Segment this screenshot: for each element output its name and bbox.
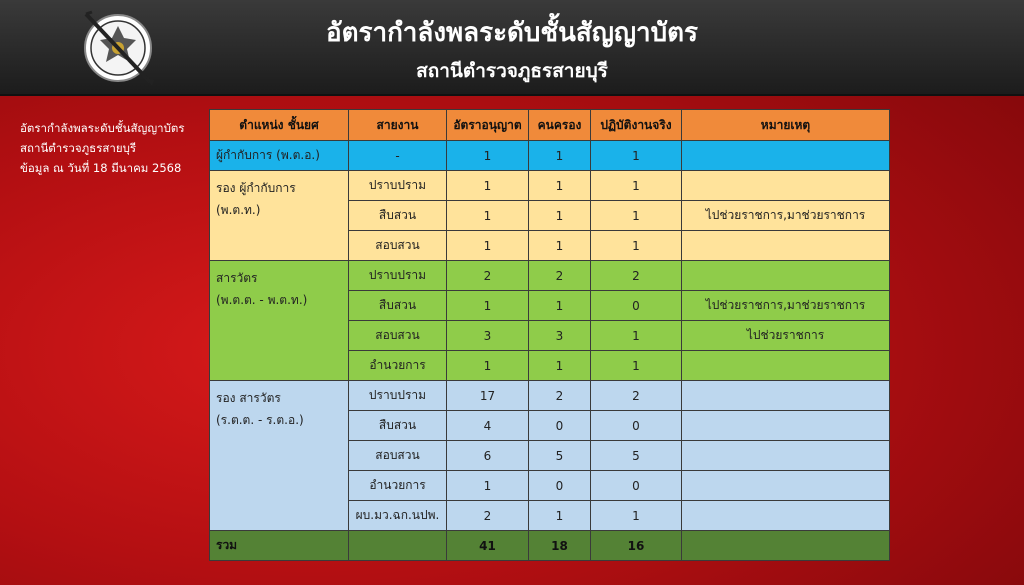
allowed-cell: 1 (447, 171, 529, 201)
line-cell: สอบสวน (349, 321, 447, 351)
held-cell: 0 (529, 471, 591, 501)
total-note-cell (682, 531, 890, 561)
line-cell: ปราบปราม (349, 171, 447, 201)
held-cell: 1 (529, 501, 591, 531)
note-cell (682, 141, 890, 171)
line-cell: อำนวยการ (349, 471, 447, 501)
actual-cell: 1 (591, 321, 682, 351)
page-subtitle: สถานีตำรวจภูธรสายบุรี (416, 60, 608, 82)
total-allowed: 41 (447, 531, 529, 561)
note-cell (682, 381, 890, 411)
side-info (20, 118, 210, 178)
rank-sub-label: (ร.ต.ต. - ร.ต.อ.) (216, 413, 304, 427)
allowed-cell: 4 (447, 411, 529, 441)
line-cell: สืบสวน (349, 291, 447, 321)
actual-cell: 1 (591, 351, 682, 381)
held-cell: 5 (529, 441, 591, 471)
note-cell (682, 171, 890, 201)
note-cell (682, 441, 890, 471)
rank-cell (210, 381, 349, 531)
total-actual: 16 (591, 531, 682, 561)
held-cell: 0 (529, 411, 591, 441)
actual-cell: 0 (591, 471, 682, 501)
rank-sub-label: (พ.ต.ท.) (216, 203, 261, 217)
held-cell: 1 (529, 141, 591, 171)
held-cell: 1 (529, 291, 591, 321)
allowed-cell: 1 (447, 351, 529, 381)
header-note: หมายเหตุ (682, 110, 890, 141)
table-row (210, 141, 890, 171)
allowed-cell: 1 (447, 201, 529, 231)
actual-cell: 2 (591, 381, 682, 411)
actual-cell: 0 (591, 291, 682, 321)
rank-cell (210, 171, 349, 261)
rank-label: รอง สารวัตร (216, 391, 281, 405)
table-row (210, 381, 890, 411)
line-cell: - (349, 141, 447, 171)
held-cell: 3 (529, 321, 591, 351)
header-rank: ตำแหน่ง ชั้นยศ (210, 110, 349, 141)
held-cell: 2 (529, 381, 591, 411)
side-info-line3: ข้อมูล ณ วันที่ 18 มีนาคม 2568 (20, 161, 182, 175)
note-cell: ไปช่วยราชการ,มาช่วยราชการ (682, 291, 890, 321)
actual-cell: 1 (591, 171, 682, 201)
note-cell (682, 231, 890, 261)
note-cell (682, 471, 890, 501)
total-line-cell (349, 531, 447, 561)
rank-label: รอง ผู้กำกับการ (216, 181, 296, 195)
total-label: รวม (210, 531, 349, 561)
table-row (210, 261, 890, 291)
table-header-row (210, 110, 890, 141)
rank-sub-label: (พ.ต.ต. - พ.ต.ท.) (216, 293, 308, 307)
total-row (210, 531, 890, 561)
allowed-cell: 1 (447, 231, 529, 261)
rank-cell: ผู้กำกับการ (พ.ต.อ.) (210, 141, 349, 171)
held-cell: 1 (529, 171, 591, 201)
allowed-cell: 1 (447, 141, 529, 171)
note-cell: ไปช่วยราชการ (682, 321, 890, 351)
held-cell: 1 (529, 201, 591, 231)
header-actual: ปฏิบัติงานจริง (591, 110, 682, 141)
header-allowed: อัตราอนุญาต (447, 110, 529, 141)
actual-cell: 1 (591, 201, 682, 231)
side-info-line1: อัตรากำลังพลระดับชั้นสัญญาบัตร (20, 121, 185, 135)
actual-cell: 5 (591, 441, 682, 471)
note-cell (682, 411, 890, 441)
actual-cell: 1 (591, 141, 682, 171)
allowed-cell: 17 (447, 381, 529, 411)
allowed-cell: 2 (447, 261, 529, 291)
line-cell: ปราบปราม (349, 261, 447, 291)
header-bar (0, 0, 1024, 96)
actual-cell: 1 (591, 231, 682, 261)
header-held: คนครอง (529, 110, 591, 141)
allowed-cell: 1 (447, 291, 529, 321)
held-cell: 2 (529, 261, 591, 291)
note-cell (682, 351, 890, 381)
actual-cell: 2 (591, 261, 682, 291)
line-cell: สอบสวน (349, 441, 447, 471)
line-cell: สืบสวน (349, 411, 447, 441)
note-cell (682, 261, 890, 291)
table-row (210, 171, 890, 201)
rank-label: สารวัตร (216, 271, 258, 285)
page-title: อัตรากำลังพลระดับชั้นสัญญาบัตร (326, 18, 698, 48)
line-cell: อำนวยการ (349, 351, 447, 381)
note-cell (682, 501, 890, 531)
allowed-cell: 1 (447, 471, 529, 501)
line-cell: ผบ.มว.ฉก.นปพ. (349, 501, 447, 531)
allowed-cell: 2 (447, 501, 529, 531)
line-cell: ปราบปราม (349, 381, 447, 411)
side-info-line2: สถานีตำรวจภูธรสายบุรี (20, 141, 137, 155)
note-cell: ไปช่วยราชการ,มาช่วยราชการ (682, 201, 890, 231)
rank-cell (210, 261, 349, 381)
total-held: 18 (529, 531, 591, 561)
allowed-cell: 3 (447, 321, 529, 351)
actual-cell: 1 (591, 501, 682, 531)
line-cell: สอบสวน (349, 231, 447, 261)
held-cell: 1 (529, 351, 591, 381)
allowed-cell: 6 (447, 441, 529, 471)
actual-cell: 0 (591, 411, 682, 441)
held-cell: 1 (529, 231, 591, 261)
staffing-table (209, 109, 890, 561)
header-line: สายงาน (349, 110, 447, 141)
line-cell: สืบสวน (349, 201, 447, 231)
